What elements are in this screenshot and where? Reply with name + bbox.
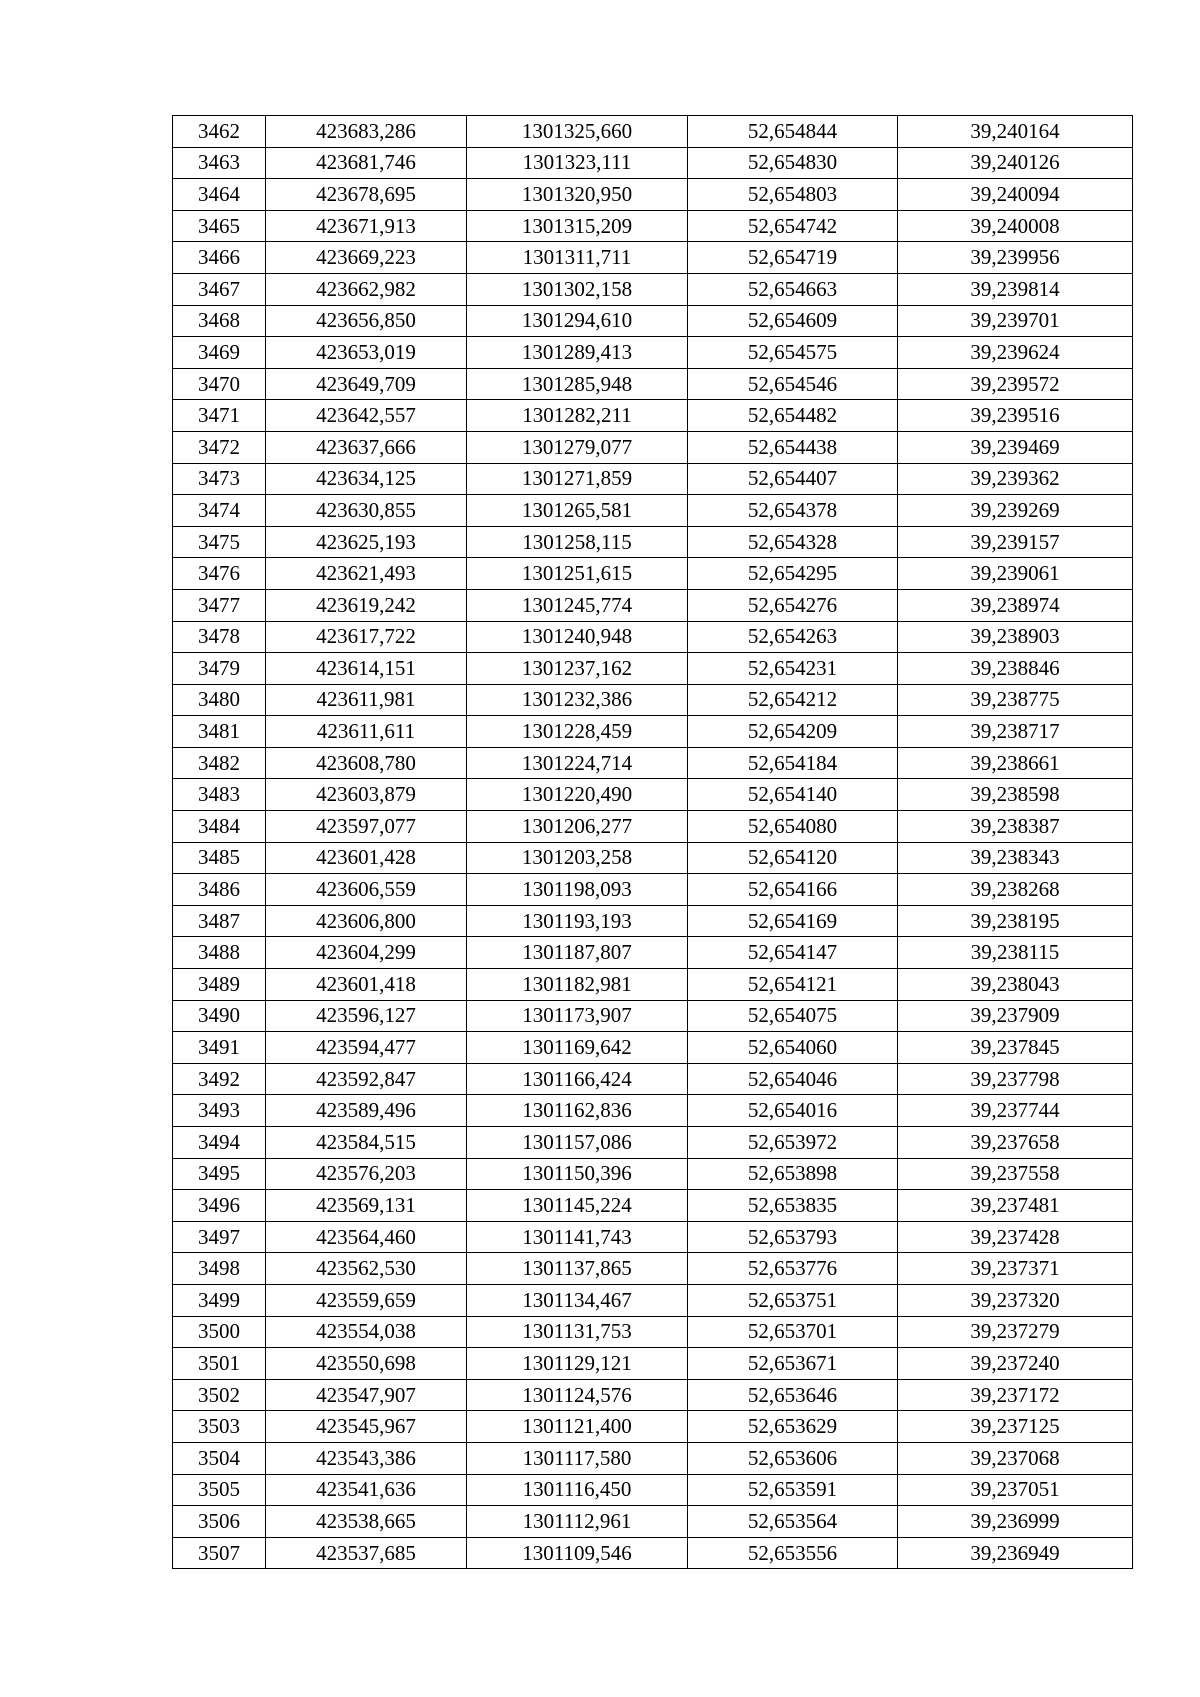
y-coordinate-cell: 1301157,086 — [467, 1127, 688, 1159]
longitude-cell: 39,239814 — [898, 273, 1133, 305]
x-coordinate-cell: 423589,496 — [266, 1095, 467, 1127]
point-number-cell: 3495 — [173, 1158, 266, 1190]
point-number-cell: 3502 — [173, 1379, 266, 1411]
x-coordinate-cell: 423564,460 — [266, 1221, 467, 1253]
table-row — [173, 716, 1133, 748]
y-coordinate-cell: 1301279,077 — [467, 431, 688, 463]
longitude-cell: 39,238974 — [898, 589, 1133, 621]
longitude-cell: 39,238387 — [898, 811, 1133, 843]
y-coordinate-cell: 1301129,121 — [467, 1348, 688, 1380]
x-coordinate-cell: 423621,493 — [266, 558, 467, 590]
y-coordinate-cell: 1301206,277 — [467, 811, 688, 843]
y-coordinate-cell: 1301282,211 — [467, 400, 688, 432]
longitude-cell: 39,240008 — [898, 210, 1133, 242]
y-coordinate-cell: 1301193,193 — [467, 905, 688, 937]
table-row — [173, 1316, 1133, 1348]
y-coordinate-cell: 1301220,490 — [467, 779, 688, 811]
y-coordinate-cell: 1301169,642 — [467, 1032, 688, 1064]
latitude-cell: 52,654482 — [688, 400, 898, 432]
table-row — [173, 969, 1133, 1001]
y-coordinate-cell: 1301237,162 — [467, 653, 688, 685]
x-coordinate-cell: 423554,038 — [266, 1316, 467, 1348]
longitude-cell: 39,237744 — [898, 1095, 1133, 1127]
longitude-cell: 39,238661 — [898, 747, 1133, 779]
table-body — [173, 116, 1133, 1569]
y-coordinate-cell: 1301320,950 — [467, 179, 688, 211]
latitude-cell: 52,654140 — [688, 779, 898, 811]
point-number-cell: 3463 — [173, 147, 266, 179]
x-coordinate-cell: 423611,981 — [266, 684, 467, 716]
point-number-cell: 3507 — [173, 1537, 266, 1569]
table-row — [173, 495, 1133, 527]
x-coordinate-cell: 423642,557 — [266, 400, 467, 432]
x-coordinate-cell: 423596,127 — [266, 1000, 467, 1032]
longitude-cell: 39,238343 — [898, 842, 1133, 874]
y-coordinate-cell: 1301182,981 — [467, 969, 688, 1001]
latitude-cell: 52,653629 — [688, 1411, 898, 1443]
latitude-cell: 52,654209 — [688, 716, 898, 748]
x-coordinate-cell: 423617,722 — [266, 621, 467, 653]
x-coordinate-cell: 423604,299 — [266, 937, 467, 969]
x-coordinate-cell: 423601,428 — [266, 842, 467, 874]
latitude-cell: 52,653835 — [688, 1190, 898, 1222]
point-number-cell: 3497 — [173, 1221, 266, 1253]
longitude-cell: 39,237481 — [898, 1190, 1133, 1222]
y-coordinate-cell: 1301134,467 — [467, 1284, 688, 1316]
longitude-cell: 39,240126 — [898, 147, 1133, 179]
table-row — [173, 400, 1133, 432]
latitude-cell: 52,654263 — [688, 621, 898, 653]
point-number-cell: 3473 — [173, 463, 266, 495]
x-coordinate-cell: 423614,151 — [266, 653, 467, 685]
y-coordinate-cell: 1301198,093 — [467, 874, 688, 906]
table-row — [173, 811, 1133, 843]
latitude-cell: 52,654803 — [688, 179, 898, 211]
x-coordinate-cell: 423671,913 — [266, 210, 467, 242]
point-number-cell: 3476 — [173, 558, 266, 590]
y-coordinate-cell: 1301315,209 — [467, 210, 688, 242]
latitude-cell: 52,653701 — [688, 1316, 898, 1348]
table-row — [173, 621, 1133, 653]
table-row — [173, 147, 1133, 179]
point-number-cell: 3494 — [173, 1127, 266, 1159]
point-number-cell: 3470 — [173, 368, 266, 400]
latitude-cell: 52,653776 — [688, 1253, 898, 1285]
point-number-cell: 3472 — [173, 431, 266, 463]
point-number-cell: 3501 — [173, 1348, 266, 1380]
longitude-cell: 39,237172 — [898, 1379, 1133, 1411]
y-coordinate-cell: 1301131,753 — [467, 1316, 688, 1348]
latitude-cell: 52,654844 — [688, 116, 898, 148]
y-coordinate-cell: 1301162,836 — [467, 1095, 688, 1127]
y-coordinate-cell: 1301145,224 — [467, 1190, 688, 1222]
table-row — [173, 431, 1133, 463]
table-row — [173, 1253, 1133, 1285]
table-row — [173, 684, 1133, 716]
y-coordinate-cell: 1301166,424 — [467, 1063, 688, 1095]
longitude-cell: 39,239269 — [898, 495, 1133, 527]
latitude-cell: 52,654120 — [688, 842, 898, 874]
x-coordinate-cell: 423547,907 — [266, 1379, 467, 1411]
y-coordinate-cell: 1301323,111 — [467, 147, 688, 179]
x-coordinate-cell: 423562,530 — [266, 1253, 467, 1285]
latitude-cell: 52,654046 — [688, 1063, 898, 1095]
x-coordinate-cell: 423619,242 — [266, 589, 467, 621]
latitude-cell: 52,654060 — [688, 1032, 898, 1064]
latitude-cell: 52,654609 — [688, 305, 898, 337]
latitude-cell: 52,654080 — [688, 811, 898, 843]
point-number-cell: 3500 — [173, 1316, 266, 1348]
point-number-cell: 3464 — [173, 179, 266, 211]
table-row — [173, 273, 1133, 305]
table-row — [173, 210, 1133, 242]
table-row — [173, 368, 1133, 400]
longitude-cell: 39,237125 — [898, 1411, 1133, 1443]
table-row — [173, 1127, 1133, 1159]
x-coordinate-cell: 423592,847 — [266, 1063, 467, 1095]
point-number-cell: 3504 — [173, 1442, 266, 1474]
latitude-cell: 52,654407 — [688, 463, 898, 495]
point-number-cell: 3465 — [173, 210, 266, 242]
longitude-cell: 39,239061 — [898, 558, 1133, 590]
latitude-cell: 52,654378 — [688, 495, 898, 527]
latitude-cell: 52,654016 — [688, 1095, 898, 1127]
x-coordinate-cell: 423541,636 — [266, 1474, 467, 1506]
point-number-cell: 3474 — [173, 495, 266, 527]
latitude-cell: 52,653793 — [688, 1221, 898, 1253]
latitude-cell: 52,654184 — [688, 747, 898, 779]
point-number-cell: 3467 — [173, 273, 266, 305]
longitude-cell: 39,237428 — [898, 1221, 1133, 1253]
table-row — [173, 305, 1133, 337]
latitude-cell: 52,654575 — [688, 337, 898, 369]
x-coordinate-cell: 423601,418 — [266, 969, 467, 1001]
point-number-cell: 3490 — [173, 1000, 266, 1032]
latitude-cell: 52,654231 — [688, 653, 898, 685]
longitude-cell: 39,238195 — [898, 905, 1133, 937]
x-coordinate-cell: 423656,850 — [266, 305, 467, 337]
table-row — [173, 242, 1133, 274]
point-number-cell: 3468 — [173, 305, 266, 337]
latitude-cell: 52,653646 — [688, 1379, 898, 1411]
longitude-cell: 39,239624 — [898, 337, 1133, 369]
table-row — [173, 1537, 1133, 1569]
point-number-cell: 3506 — [173, 1506, 266, 1538]
longitude-cell: 39,240164 — [898, 116, 1133, 148]
x-coordinate-cell: 423550,698 — [266, 1348, 467, 1380]
y-coordinate-cell: 1301117,580 — [467, 1442, 688, 1474]
longitude-cell: 39,237371 — [898, 1253, 1133, 1285]
table-row — [173, 1348, 1133, 1380]
longitude-cell: 39,237240 — [898, 1348, 1133, 1380]
x-coordinate-cell: 423608,780 — [266, 747, 467, 779]
longitude-cell: 39,238115 — [898, 937, 1133, 969]
point-number-cell: 3483 — [173, 779, 266, 811]
latitude-cell: 52,654438 — [688, 431, 898, 463]
table-row — [173, 1474, 1133, 1506]
x-coordinate-cell: 423543,386 — [266, 1442, 467, 1474]
table-row — [173, 874, 1133, 906]
x-coordinate-cell: 423537,685 — [266, 1537, 467, 1569]
longitude-cell: 39,237909 — [898, 1000, 1133, 1032]
point-number-cell: 3479 — [173, 653, 266, 685]
table-row — [173, 937, 1133, 969]
point-number-cell: 3492 — [173, 1063, 266, 1095]
point-number-cell: 3462 — [173, 116, 266, 148]
table-row — [173, 116, 1133, 148]
y-coordinate-cell: 1301187,807 — [467, 937, 688, 969]
x-coordinate-cell: 423637,666 — [266, 431, 467, 463]
latitude-cell: 52,654546 — [688, 368, 898, 400]
longitude-cell: 39,239469 — [898, 431, 1133, 463]
table-row — [173, 779, 1133, 811]
point-number-cell: 3499 — [173, 1284, 266, 1316]
x-coordinate-cell: 423653,019 — [266, 337, 467, 369]
point-number-cell: 3493 — [173, 1095, 266, 1127]
x-coordinate-cell: 423606,559 — [266, 874, 467, 906]
latitude-cell: 52,654742 — [688, 210, 898, 242]
x-coordinate-cell: 423559,659 — [266, 1284, 467, 1316]
longitude-cell: 39,236949 — [898, 1537, 1133, 1569]
longitude-cell: 39,236999 — [898, 1506, 1133, 1538]
table-row — [173, 842, 1133, 874]
y-coordinate-cell: 1301203,258 — [467, 842, 688, 874]
y-coordinate-cell: 1301121,400 — [467, 1411, 688, 1443]
point-number-cell: 3471 — [173, 400, 266, 432]
point-number-cell: 3484 — [173, 811, 266, 843]
latitude-cell: 52,653591 — [688, 1474, 898, 1506]
point-number-cell: 3489 — [173, 969, 266, 1001]
longitude-cell: 39,238846 — [898, 653, 1133, 685]
point-number-cell: 3485 — [173, 842, 266, 874]
latitude-cell: 52,654121 — [688, 969, 898, 1001]
latitude-cell: 52,654328 — [688, 526, 898, 558]
latitude-cell: 52,654075 — [688, 1000, 898, 1032]
y-coordinate-cell: 1301251,615 — [467, 558, 688, 590]
table-row — [173, 589, 1133, 621]
y-coordinate-cell: 1301109,546 — [467, 1537, 688, 1569]
x-coordinate-cell: 423597,077 — [266, 811, 467, 843]
longitude-cell: 39,239572 — [898, 368, 1133, 400]
latitude-cell: 52,653556 — [688, 1537, 898, 1569]
point-number-cell: 3488 — [173, 937, 266, 969]
latitude-cell: 52,653751 — [688, 1284, 898, 1316]
y-coordinate-cell: 1301232,386 — [467, 684, 688, 716]
longitude-cell: 39,238268 — [898, 874, 1133, 906]
table-row — [173, 747, 1133, 779]
table-row — [173, 1411, 1133, 1443]
table-row — [173, 1095, 1133, 1127]
point-number-cell: 3478 — [173, 621, 266, 653]
longitude-cell: 39,237279 — [898, 1316, 1133, 1348]
longitude-cell: 39,238903 — [898, 621, 1133, 653]
latitude-cell: 52,653606 — [688, 1442, 898, 1474]
y-coordinate-cell: 1301302,158 — [467, 273, 688, 305]
x-coordinate-cell: 423678,695 — [266, 179, 467, 211]
point-number-cell: 3481 — [173, 716, 266, 748]
table-row — [173, 653, 1133, 685]
table-row — [173, 526, 1133, 558]
longitude-cell: 39,239956 — [898, 242, 1133, 274]
x-coordinate-cell: 423584,515 — [266, 1127, 467, 1159]
latitude-cell: 52,654276 — [688, 589, 898, 621]
longitude-cell: 39,238598 — [898, 779, 1133, 811]
x-coordinate-cell: 423606,800 — [266, 905, 467, 937]
longitude-cell: 39,237798 — [898, 1063, 1133, 1095]
y-coordinate-cell: 1301150,396 — [467, 1158, 688, 1190]
table-row — [173, 1379, 1133, 1411]
y-coordinate-cell: 1301173,907 — [467, 1000, 688, 1032]
longitude-cell: 39,237658 — [898, 1127, 1133, 1159]
table-row — [173, 1158, 1133, 1190]
y-coordinate-cell: 1301137,865 — [467, 1253, 688, 1285]
x-coordinate-cell: 423576,203 — [266, 1158, 467, 1190]
point-number-cell: 3475 — [173, 526, 266, 558]
x-coordinate-cell: 423634,125 — [266, 463, 467, 495]
point-number-cell: 3491 — [173, 1032, 266, 1064]
y-coordinate-cell: 1301224,714 — [467, 747, 688, 779]
longitude-cell: 39,239516 — [898, 400, 1133, 432]
y-coordinate-cell: 1301141,743 — [467, 1221, 688, 1253]
y-coordinate-cell: 1301294,610 — [467, 305, 688, 337]
y-coordinate-cell: 1301285,948 — [467, 368, 688, 400]
point-number-cell: 3486 — [173, 874, 266, 906]
y-coordinate-cell: 1301325,660 — [467, 116, 688, 148]
longitude-cell: 39,239701 — [898, 305, 1133, 337]
latitude-cell: 52,654212 — [688, 684, 898, 716]
table-row — [173, 558, 1133, 590]
x-coordinate-cell: 423611,611 — [266, 716, 467, 748]
x-coordinate-cell: 423545,967 — [266, 1411, 467, 1443]
latitude-cell: 52,653972 — [688, 1127, 898, 1159]
table-row — [173, 1190, 1133, 1222]
latitude-cell: 52,654169 — [688, 905, 898, 937]
longitude-cell: 39,238717 — [898, 716, 1133, 748]
latitude-cell: 52,654719 — [688, 242, 898, 274]
point-number-cell: 3487 — [173, 905, 266, 937]
longitude-cell: 39,240094 — [898, 179, 1133, 211]
x-coordinate-cell: 423603,879 — [266, 779, 467, 811]
longitude-cell: 39,237068 — [898, 1442, 1133, 1474]
table-row — [173, 463, 1133, 495]
y-coordinate-cell: 1301112,961 — [467, 1506, 688, 1538]
y-coordinate-cell: 1301240,948 — [467, 621, 688, 653]
longitude-cell: 39,237558 — [898, 1158, 1133, 1190]
latitude-cell: 52,653671 — [688, 1348, 898, 1380]
latitude-cell: 52,654830 — [688, 147, 898, 179]
x-coordinate-cell: 423649,709 — [266, 368, 467, 400]
table-row — [173, 1063, 1133, 1095]
table-row — [173, 1506, 1133, 1538]
x-coordinate-cell: 423569,131 — [266, 1190, 467, 1222]
point-number-cell: 3496 — [173, 1190, 266, 1222]
point-number-cell: 3466 — [173, 242, 266, 274]
table-row — [173, 1032, 1133, 1064]
y-coordinate-cell: 1301289,413 — [467, 337, 688, 369]
point-number-cell: 3498 — [173, 1253, 266, 1285]
x-coordinate-cell: 423681,746 — [266, 147, 467, 179]
longitude-cell: 39,239362 — [898, 463, 1133, 495]
longitude-cell: 39,238043 — [898, 969, 1133, 1001]
coordinates-table — [172, 115, 1133, 1569]
latitude-cell: 52,654166 — [688, 874, 898, 906]
x-coordinate-cell: 423538,665 — [266, 1506, 467, 1538]
y-coordinate-cell: 1301271,859 — [467, 463, 688, 495]
point-number-cell: 3480 — [173, 684, 266, 716]
x-coordinate-cell: 423683,286 — [266, 116, 467, 148]
point-number-cell: 3469 — [173, 337, 266, 369]
point-number-cell: 3482 — [173, 747, 266, 779]
table-row — [173, 337, 1133, 369]
point-number-cell: 3477 — [173, 589, 266, 621]
longitude-cell: 39,237320 — [898, 1284, 1133, 1316]
longitude-cell: 39,237051 — [898, 1474, 1133, 1506]
table-row — [173, 1442, 1133, 1474]
table-row — [173, 905, 1133, 937]
x-coordinate-cell: 423669,223 — [266, 242, 467, 274]
y-coordinate-cell: 1301265,581 — [467, 495, 688, 527]
point-number-cell: 3505 — [173, 1474, 266, 1506]
longitude-cell: 39,237845 — [898, 1032, 1133, 1064]
point-number-cell: 3503 — [173, 1411, 266, 1443]
longitude-cell: 39,238775 — [898, 684, 1133, 716]
y-coordinate-cell: 1301228,459 — [467, 716, 688, 748]
x-coordinate-cell: 423630,855 — [266, 495, 467, 527]
y-coordinate-cell: 1301116,450 — [467, 1474, 688, 1506]
x-coordinate-cell: 423625,193 — [266, 526, 467, 558]
latitude-cell: 52,653898 — [688, 1158, 898, 1190]
table-row — [173, 1284, 1133, 1316]
y-coordinate-cell: 1301311,711 — [467, 242, 688, 274]
y-coordinate-cell: 1301258,115 — [467, 526, 688, 558]
x-coordinate-cell: 423662,982 — [266, 273, 467, 305]
table-row — [173, 179, 1133, 211]
y-coordinate-cell: 1301124,576 — [467, 1379, 688, 1411]
latitude-cell: 52,654295 — [688, 558, 898, 590]
longitude-cell: 39,239157 — [898, 526, 1133, 558]
latitude-cell: 52,654147 — [688, 937, 898, 969]
y-coordinate-cell: 1301245,774 — [467, 589, 688, 621]
table-row — [173, 1221, 1133, 1253]
latitude-cell: 52,653564 — [688, 1506, 898, 1538]
x-coordinate-cell: 423594,477 — [266, 1032, 467, 1064]
table-row — [173, 1000, 1133, 1032]
latitude-cell: 52,654663 — [688, 273, 898, 305]
